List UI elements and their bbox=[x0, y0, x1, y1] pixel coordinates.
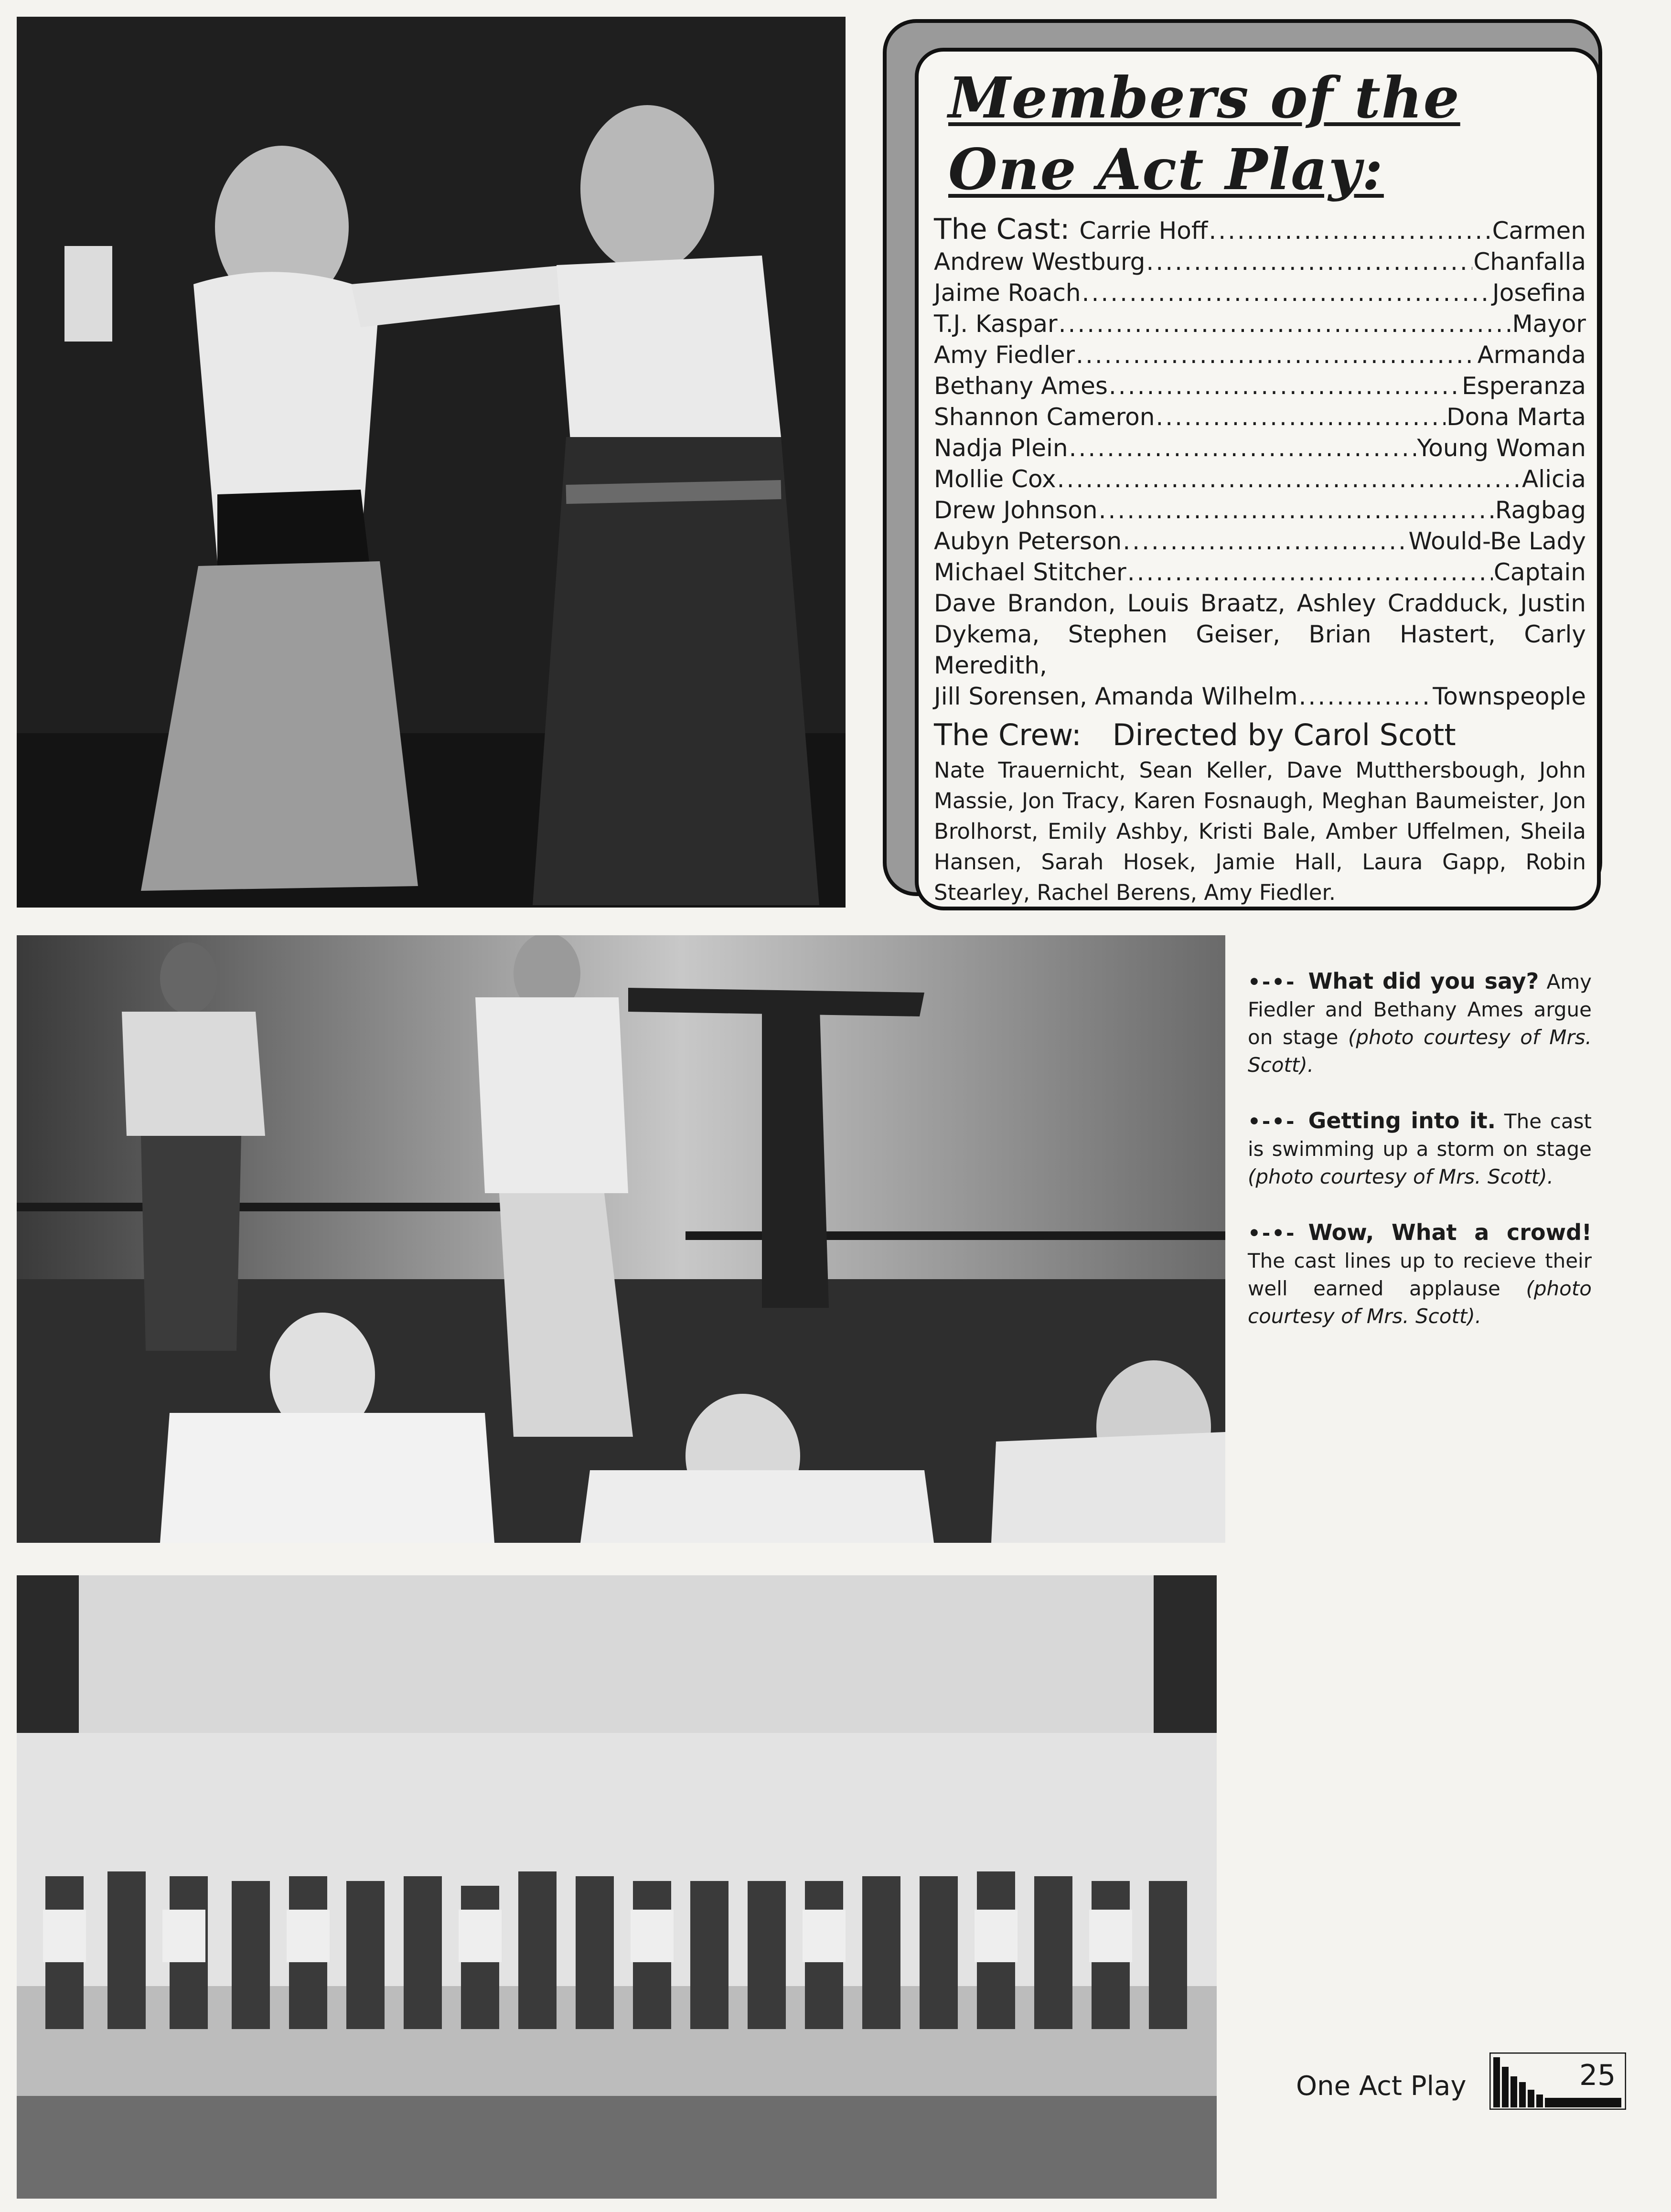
caption-credit: (photo courtesy of Mrs. Scott). bbox=[1248, 1165, 1553, 1188]
cast-role: Would-Be Lady bbox=[1408, 527, 1586, 555]
cast-row bbox=[934, 495, 1586, 526]
cast-name: Bethany Ames bbox=[934, 372, 1108, 400]
cast-row bbox=[934, 214, 1586, 246]
cast-name: Aubyn Peterson bbox=[934, 527, 1122, 555]
cast-name: T.J. Kaspar bbox=[934, 310, 1058, 338]
caption-argument bbox=[1248, 967, 1592, 1079]
cast-row bbox=[934, 526, 1586, 557]
cast-role: Dona Marta bbox=[1446, 403, 1586, 431]
caption-headline: What did you say? bbox=[1308, 968, 1539, 994]
cast-name: Andrew Westburg bbox=[934, 248, 1146, 276]
cast-row bbox=[934, 309, 1586, 340]
caption-bullet: •-•- bbox=[1248, 970, 1296, 994]
cast-role: Alicia bbox=[1521, 465, 1586, 493]
cast-box-title: Members of the One Act Play: bbox=[948, 64, 1460, 203]
cast-role: Mayor bbox=[1512, 310, 1586, 338]
crew-heading: The Crew: bbox=[934, 717, 1082, 752]
cast-row bbox=[934, 278, 1586, 309]
caption-bullet: •-•- bbox=[1248, 1221, 1296, 1245]
cast-row bbox=[934, 340, 1586, 371]
cast-row bbox=[934, 371, 1586, 402]
cast-row bbox=[934, 464, 1586, 495]
cast-role: Captain bbox=[1493, 558, 1586, 586]
crew-header bbox=[934, 715, 1586, 755]
cast-name: Michael Stitcher bbox=[934, 558, 1126, 586]
cast-row bbox=[934, 402, 1586, 433]
caption-body: The cast lines up to recieve their well earned applause bbox=[1248, 1249, 1592, 1300]
cast-role: Esperanza bbox=[1462, 372, 1586, 400]
cast-name: Amy Fiedler bbox=[934, 341, 1075, 369]
cast-row bbox=[934, 681, 1586, 712]
cast-name: Shannon Cameron bbox=[934, 403, 1155, 431]
cast-name: Drew Johnson bbox=[934, 496, 1098, 524]
cast-name: Carrie Hoff bbox=[1079, 217, 1208, 245]
cast-name: Jaime Roach bbox=[934, 279, 1081, 307]
cast-role: Chanfalla bbox=[1473, 248, 1586, 276]
cast-list bbox=[934, 214, 1586, 908]
director-credit: Directed by Carol Scott bbox=[1112, 717, 1456, 752]
cast-role: Armanda bbox=[1477, 341, 1586, 369]
page-number: 25 bbox=[1577, 2059, 1617, 2092]
caption-credit: (photo courtesy of Mrs. Scott). bbox=[1248, 1277, 1592, 1328]
cast-heading: The Cast: bbox=[934, 213, 1070, 246]
cast-role: Carmen bbox=[1492, 217, 1586, 245]
photo-curtain-call bbox=[17, 1575, 1217, 2199]
cast-name: Nadja Plein bbox=[934, 434, 1068, 462]
cast-row bbox=[934, 246, 1586, 278]
cast-name: Mollie Cox bbox=[934, 465, 1056, 493]
section-label: One Act Play bbox=[1296, 2071, 1467, 2102]
caption-swimming bbox=[1248, 1107, 1592, 1191]
townspeople-list: Dave Brandon, Louis Braatz, Ashley Cradduck, Justin Dykema, Stephen Geiser, Brian Hastert, Carly Meredith, bbox=[934, 589, 1586, 679]
caption-body: Amy Fiedler and Bethany Ames argue on stage bbox=[1248, 970, 1592, 1049]
caption-body: The cast is swimming up a storm on stage bbox=[1248, 1110, 1592, 1161]
cast-row bbox=[934, 433, 1586, 464]
caption-bullet: •-•- bbox=[1248, 1110, 1296, 1133]
caption-curtain-call bbox=[1248, 1218, 1592, 1330]
crew-list: Nate Trauernicht, Sean Keller, Dave Mutthersbough, John Massie, Jon Tracy, Karen Fosnaugh, Meghan Baumeister, Jon Brolhorst, Emily Ashby, Kristi Bale, Amber Uffelmen, Sheila Hansen, Sarah Hosek, Jamie Hall, Laura Gapp, Robin Stearley, Rachel Berens, Amy Fiedler. bbox=[934, 758, 1586, 905]
cast-role: Townspeople bbox=[1433, 683, 1586, 710]
cast-role: Josefina bbox=[1492, 279, 1586, 307]
cast-row bbox=[934, 557, 1586, 588]
cast-role: Ragbag bbox=[1495, 496, 1586, 524]
cast-role: Young Woman bbox=[1417, 434, 1586, 462]
caption-credit: (photo courtesy of Mrs. Scott). bbox=[1248, 1026, 1592, 1077]
caption-headline: Wow, What a crowd! bbox=[1308, 1219, 1592, 1245]
photo-argument bbox=[17, 17, 846, 908]
photo-swimming bbox=[17, 935, 1225, 1543]
cast-name: Jill Sorensen, Amanda Wilhelm bbox=[934, 683, 1298, 710]
photo-captions bbox=[1248, 967, 1592, 1358]
caption-headline: Getting into it. bbox=[1308, 1108, 1496, 1133]
